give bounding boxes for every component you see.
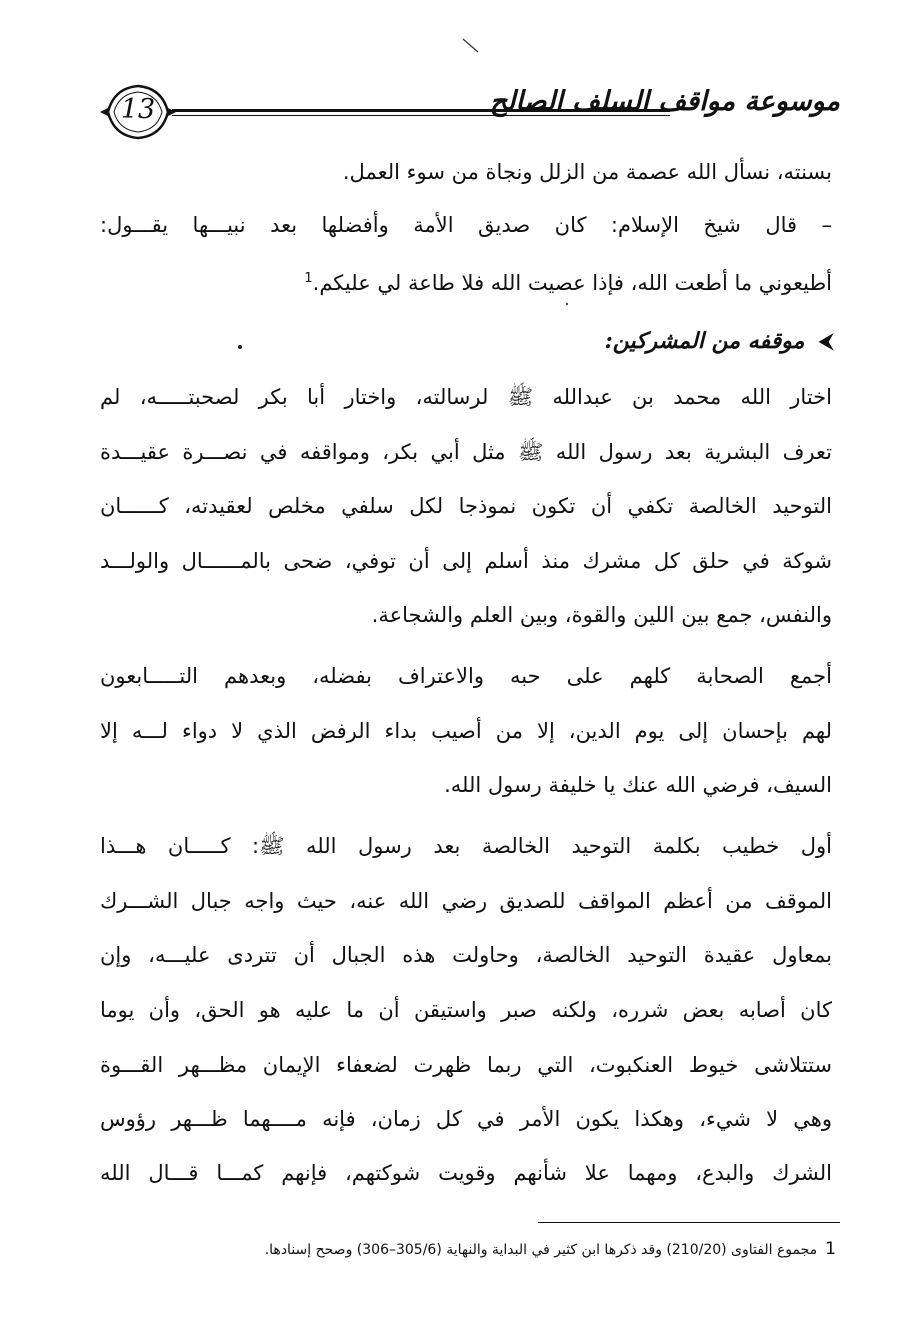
page-header	[100, 82, 840, 144]
body-line: الشرك والبدع، ومهما علا شأنهم وقويت شوكتهم، فإنهم كمـــا قـــال الله	[100, 1161, 832, 1185]
footnote-text: مجموع الفتاوى (210/20) وقد ذكرها ابن كثير في البداية والنهاية (305/6–306) وصحح إسنادها.	[264, 1242, 818, 1258]
body-line: شوكة في حلق كل مشرك منذ أسلم إلى أن توفي، ضحى بالمــــــال والولـــد	[100, 549, 832, 573]
footnote-number: 1	[825, 1239, 836, 1259]
arrow-marker-icon: ⮜	[818, 329, 834, 354]
body-line: والنفس، جمع بين اللين والقوة، وبين العلم والشجاعة.	[371, 603, 832, 627]
body-line: وهي لا شيء، وهكذا يكون الأمر في كل زمان، فإنه مــــهما ظـــهر رؤوس	[100, 1107, 832, 1131]
body-line: ستتلاشى خيوط العنكبوت، التي ربما ظهرت لضعفاء الإيمان مظـــهر القـــوة	[100, 1053, 832, 1077]
section-heading	[605, 326, 834, 357]
scan-speck	[566, 303, 568, 305]
body-line: بمعاول عقيدة التوحيد الخالصة، وحاولت هذه الجبال أن تتردى عليـــه، وإن	[100, 943, 832, 967]
body-line: – قال شيخ الإسلام: كان صديق الأمة وأفضلها بعد نبيـــها يقـــول:	[100, 213, 832, 237]
scan-mark-icon	[462, 38, 480, 54]
body-line: التوحيد الخالصة تكفي أن تكون نموذجا لكل سلفي مخلص لعقيدته، كــــــان	[100, 494, 832, 518]
section-heading-text: موقفه من المشركين:	[604, 328, 805, 354]
footnote	[265, 1238, 836, 1261]
body-line: السيف، فرضي الله عنك يا خليفة رسول الله.	[444, 773, 832, 797]
body-line	[304, 264, 832, 298]
page-number: 13	[120, 94, 156, 125]
body-line: اختار الله محمد بن عبدالله ﷺ لرسالته، واختار أبا بكر لصحبتـــــه، لم	[100, 385, 832, 409]
footnote-rule	[538, 1222, 840, 1223]
scan-speck	[238, 345, 242, 349]
body-line: أول خطيب بكلمة التوحيد الخالصة بعد رسول الله ﷺ: كـــــان هـــذا	[100, 834, 832, 858]
body-line: كان أصابه بعض شرره، ولكنه صبر واستيقن أن ما عليه هو الحق، وأن يوما	[100, 998, 832, 1022]
body-line: لهم بإحسان إلى يوم الدين، إلا من أصيب بداء الرفض الذي لا دواء لـــه إلا	[100, 719, 832, 743]
body-line: بسنته، نسأل الله عصمة من الزلل ونجاة من سوء العمل.	[342, 160, 832, 184]
body-line: تعرف البشرية بعد رسول الله ﷺ مثل أبي بكر، ومواقفه في نصـــرة عقيـــدة	[100, 440, 832, 464]
series-title: موسوعة مواقف السلف الصالح	[489, 86, 840, 117]
body-line-text: أطيعوني ما أطعت الله، فإذا عصيت الله فلا طاعة لي عليكم.	[312, 271, 832, 295]
body-line: أجمع الصحابة كلهم على حبه والاعتراف بفضله، وبعدهم التـــــابعون	[100, 664, 832, 688]
body-line: الموقف من أعظم المواقف للصديق رضي الله عنه، حيث واجه جبال الشـــرك	[100, 889, 832, 913]
footnote-reference: 1	[304, 271, 313, 286]
